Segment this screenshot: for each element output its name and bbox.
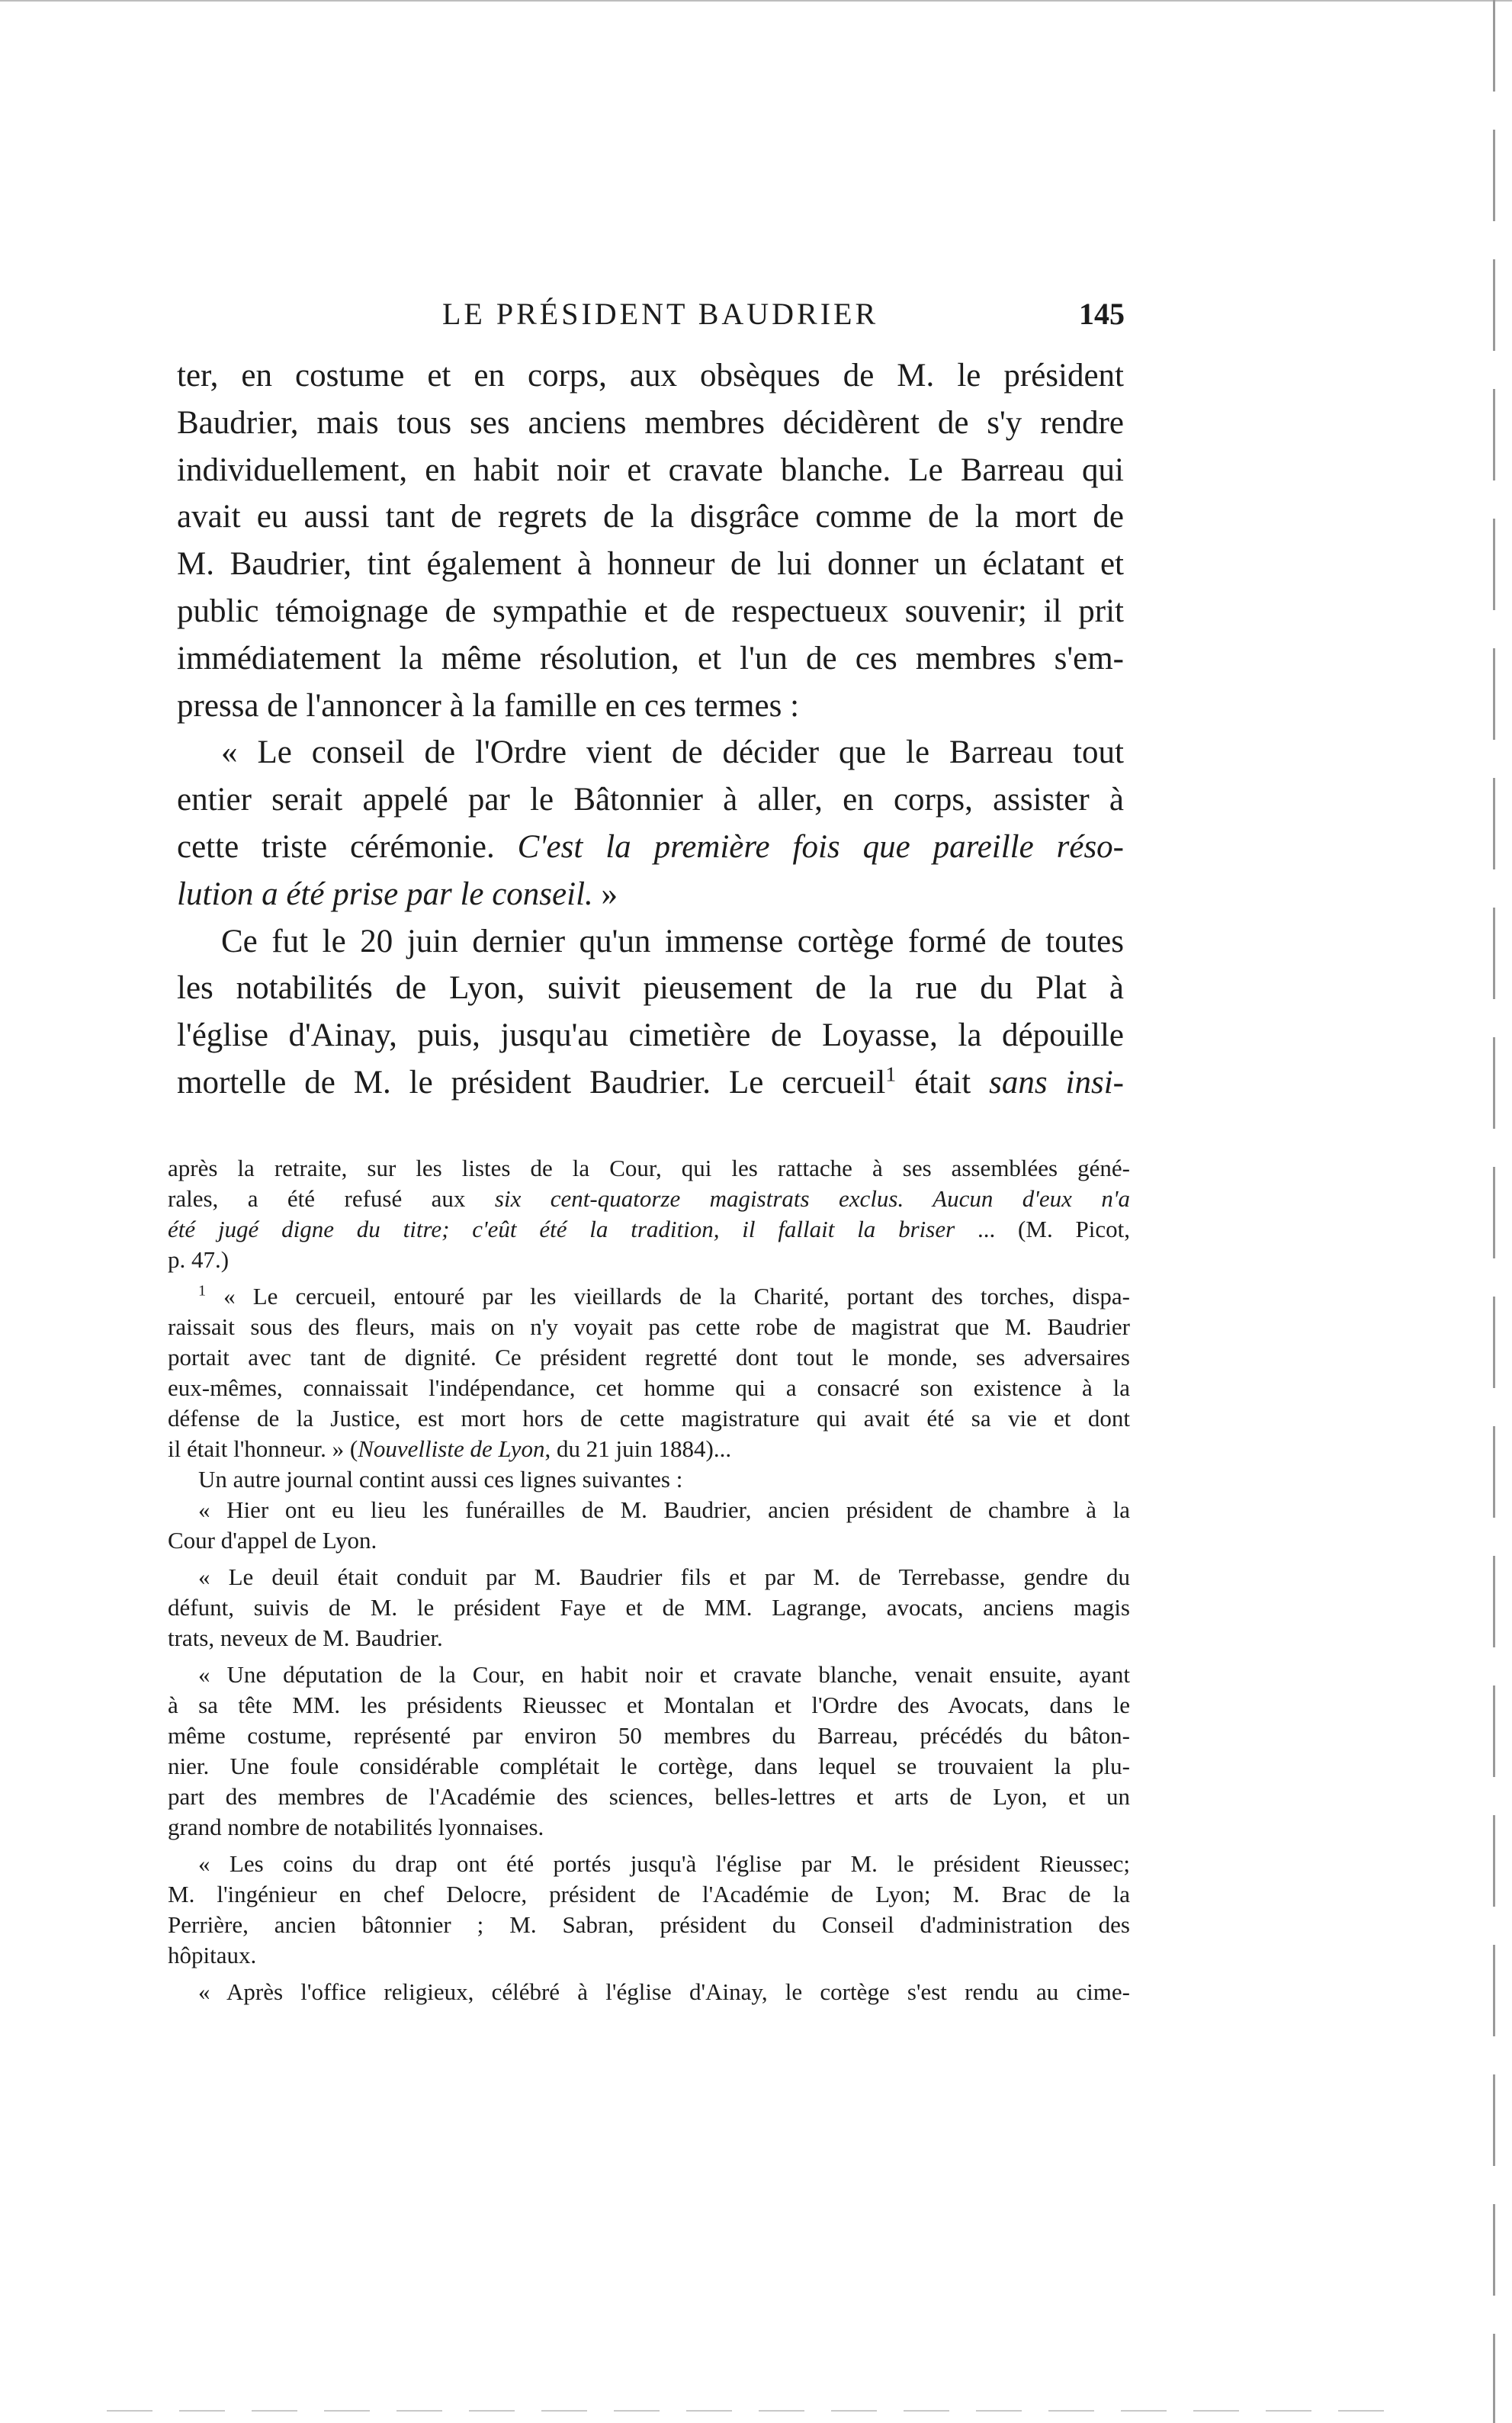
text-segment: Le cercueil bbox=[711, 1064, 886, 1101]
note-line bbox=[168, 1281, 1130, 1312]
text-line: Baudrier, mais tous ses anciens membres décidèrent de s'y rendre bbox=[177, 404, 1124, 441]
note-text: « Le cercueil, entouré par les vieillards de la Charité, portant des torches, dispa- bbox=[206, 1283, 1130, 1310]
text-line: immédiatement la même résolution, et l'un de ces membres s'em- bbox=[177, 640, 1124, 676]
text-line: pressa de l'annoncer à la famille en ces termes : bbox=[177, 687, 800, 724]
note-italic-text: Nouvelliste de Lyon bbox=[358, 1435, 545, 1462]
text-line: les notabilités de Lyon, suivit pieusement de la rue du Plat à bbox=[177, 970, 1124, 1007]
footnote-number: 1 bbox=[198, 1282, 207, 1300]
note-line bbox=[168, 1434, 1130, 1464]
note-line: p. 47.) bbox=[168, 1246, 230, 1273]
text-line: ter, en costume et en corps, aux obsèques de M. le président bbox=[177, 358, 1124, 394]
note-text: il était l'honneur. » ( bbox=[168, 1435, 358, 1462]
note-italic-text: été jugé digne du titre; c'eût été la tradition, il fallait la briser bbox=[168, 1216, 955, 1242]
note-line: Cour d'appel de Lyon. bbox=[168, 1527, 377, 1554]
text-line: avait eu aussi tant de regrets de la disgrâce comme de la mort de bbox=[177, 499, 1124, 535]
text-segment: était bbox=[896, 1064, 990, 1101]
text-line: individuellement, en habit noir et cravate blanche. Le Barreau qui bbox=[177, 452, 1124, 488]
footnote-reference: 1 bbox=[885, 1062, 897, 1087]
note-line: Perrière, ancien bâtonnier ; M. Sabran, président du Conseil d'administration des bbox=[168, 1911, 1130, 1938]
scan-border-right bbox=[1493, 0, 1495, 2423]
note-text: ... (M. Picot, bbox=[955, 1216, 1130, 1242]
note-line: nier. Une foule considérable complétait le cortège, dans lequel se trouvaient la plu- bbox=[168, 1753, 1130, 1779]
page-header bbox=[175, 296, 1125, 339]
text-line: M. Baudrier, tint également à honneur de lui donner un éclatant et bbox=[177, 546, 1124, 583]
quote-close: » bbox=[592, 876, 618, 912]
note-line: « Le deuil était conduit par M. Baudrier fils et par M. de Terrebasse, gendre du bbox=[198, 1563, 1130, 1590]
quote-italic-text: lution a été prise par le conseil. bbox=[177, 876, 593, 912]
note-line: après la retraite, sur les listes de la Cour, qui les rattache à ses assemblées géné- bbox=[168, 1155, 1130, 1181]
note-line: part des membres de l'Académie des sciences, belles-lettres et arts de Lyon, et un bbox=[168, 1783, 1130, 1810]
scan-border-bottom bbox=[107, 2410, 1403, 2412]
note-line: « Hier ont eu lieu les funérailles de M. Baudrier, ancien président de chambre à la bbox=[198, 1496, 1130, 1523]
note-line bbox=[168, 1214, 1130, 1245]
note-line: « Après l'office religieux, célébré à l'église d'Ainay, le cortège s'est rendu au cime- bbox=[198, 1978, 1130, 2005]
quote-text: cette triste cérémonie. bbox=[177, 828, 518, 865]
note-line: « Les coins du drap ont été portés jusqu'à l'église par M. le président Rieussec; bbox=[198, 1850, 1130, 1877]
note-line: portait avec tant de dignité. Ce président regretté dont tout le monde, ses adversaires bbox=[168, 1344, 1130, 1371]
text-line: Ce fut le 20 juin dernier qu'un immense cortège formé de toutes bbox=[221, 923, 1124, 959]
note-text: rales, a été refusé aux bbox=[168, 1185, 495, 1212]
quote-line: entier serait appelé par le Bâtonnier à aller, en corps, assister à bbox=[177, 782, 1124, 818]
italic-text: sans insi- bbox=[989, 1064, 1124, 1101]
quote-line bbox=[177, 824, 1124, 871]
note-line: hôpitaux. bbox=[168, 1942, 257, 1968]
note-line: trats, neveux de M. Baudrier. bbox=[168, 1624, 443, 1651]
quote-line bbox=[177, 871, 1124, 918]
page-number: 145 bbox=[1079, 297, 1125, 331]
note-line bbox=[168, 1184, 1130, 1214]
note-line: eux-mêmes, connaissait l'indépendance, cet homme qui a consacré son existence à la bbox=[168, 1374, 1130, 1401]
note-line: défunt, suivis de M. le président Faye et de MM. Lagrange, avocats, anciens magis bbox=[168, 1594, 1130, 1621]
footnotes bbox=[168, 1153, 1130, 2007]
note-line: défense de la Justice, est mort hors de cette magistrature qui avait été sa vie et dont bbox=[168, 1405, 1130, 1432]
note-line: Un autre journal contint aussi ces lignes suivantes : bbox=[198, 1466, 683, 1493]
note-line: raissait sous des fleurs, mais on n'y voyait pas cette robe de magistrat que M. Baudrier bbox=[168, 1313, 1130, 1340]
quote-italic-text: C'est la première fois que pareille réso- bbox=[517, 828, 1124, 865]
note-text: , du 21 juin 1884)... bbox=[544, 1435, 732, 1462]
note-line: grand nombre de notabilités lyonnaises. bbox=[168, 1814, 544, 1840]
note-line: M. l'ingénieur en chef Delocre, président de l'Académie de Lyon; M. Brac de la bbox=[168, 1881, 1130, 1907]
running-title: LE PRÉSIDENT BAUDRIER bbox=[442, 297, 879, 331]
note-line: « Une députation de la Cour, en habit noir et cravate blanche, venait ensuite, ayant bbox=[198, 1661, 1130, 1688]
text-line bbox=[177, 1059, 1124, 1107]
note-line: même costume, représenté par environ 50 membres du Barreau, précédés du bâton- bbox=[168, 1722, 1130, 1749]
text-line: l'église d'Ainay, puis, jusqu'au cimetière de Loyasse, la dépouille bbox=[177, 1017, 1124, 1054]
text-segment: mortelle de M. le président Baudrier. bbox=[177, 1064, 711, 1101]
note-italic-text: six cent-quatorze magistrats exclus. Aucun d'eux n'a bbox=[494, 1185, 1130, 1212]
note-line: à sa tête MM. les présidents Rieussec et Montalan et l'Ordre des Avocats, dans le bbox=[168, 1692, 1130, 1718]
quote-line: « Le conseil de l'Ordre vient de décider que le Barreau tout bbox=[221, 734, 1124, 771]
text-line: public témoignage de sympathie et de respectueux souvenir; il prit bbox=[177, 593, 1124, 629]
scan-border-top bbox=[0, 0, 1512, 2]
main-text bbox=[177, 352, 1124, 1107]
